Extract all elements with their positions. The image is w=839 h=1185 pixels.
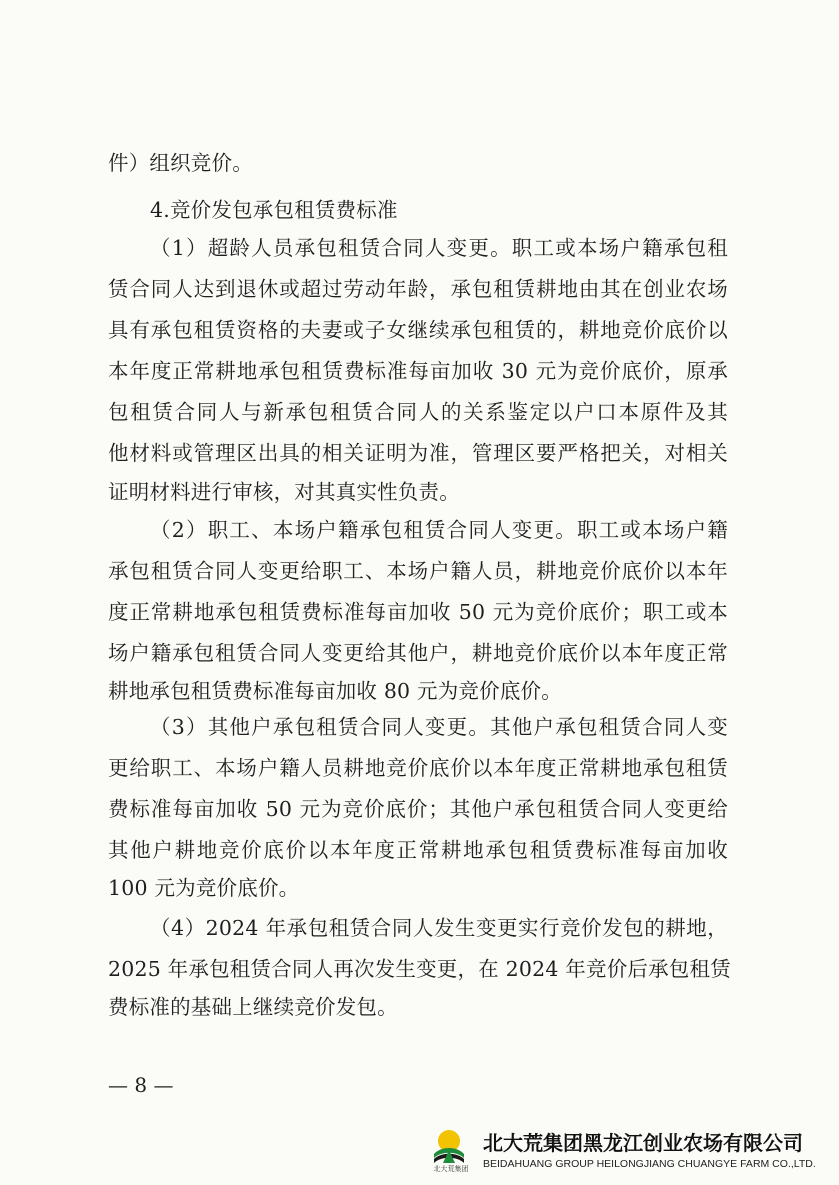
body-line: （4）2024 年承包租赁合同人发生变更实行竞价发包的耕地， (150, 916, 728, 940)
page-number: — 8 — (108, 1073, 174, 1097)
body-line: （3）其他户承包租赁合同人变更。其他户承包租赁合同人变 (150, 715, 728, 739)
body-line: （2）职工、本场户籍承包租赁合同人变更。职工或本场户籍 (150, 518, 728, 542)
company-footer (425, 1124, 830, 1176)
body-line: 费标准每亩加收 50 元为竞价底价；其他户承包租赁合同人变更给 (108, 797, 728, 821)
body-line: 具有承包租赁资格的夫妻或子女继续承包租赁的，耕地竞价底价以 (108, 318, 728, 342)
body-line: 100 元为竞价底价。 (108, 876, 300, 900)
body-line: 费标准的基础上继续竞价发包。 (108, 995, 398, 1019)
body-line: 耕地承包租赁费标准每亩加收 80 元为竞价底价。 (108, 679, 562, 703)
body-line: 证明材料进行审核，对其真实性负责。 (108, 480, 460, 504)
body-line: 度正常耕地承包租赁费标准每亩加收 50 元为竞价底价；职工或本 (108, 600, 728, 624)
body-line: 其他户耕地竞价底价以本年度正常耕地承包租赁费标准每亩加收 (108, 838, 728, 862)
logo-caption: 北大荒集团 (433, 1165, 469, 1173)
body-line: 本年度正常耕地承包租赁费标准每亩加收 30 元为竞价底价，原承 (108, 359, 728, 383)
section-heading: 4.竞价发包承包租赁费标准 (150, 198, 398, 222)
body-line: （1）超龄人员承包租赁合同人变更。职工或本场户籍承包租 (150, 236, 728, 260)
body-line: 包租赁合同人与新承包租赁合同人的关系鉴定以户口本原件及其 (108, 400, 728, 424)
body-line: 赁合同人达到退休或超过劳动年龄，承包租赁耕地由其在创业农场 (108, 277, 728, 301)
body-line: 件）组织竞价。 (108, 151, 253, 175)
body-line: 他材料或管理区出具的相关证明为准，管理区要严格把关，对相关 (108, 441, 728, 465)
body-line: 2025 年承包租赁合同人再次发生变更，在 2024 年竞价后承包租赁 (108, 957, 731, 981)
company-name-chinese: 北大荒集团黑龙江创业农场有限公司 (483, 1131, 803, 1155)
body-line: 场户籍承包租赁合同人变更给其他户，耕地竞价底价以本年度正常 (108, 641, 728, 665)
body-line: 更给职工、本场户籍人员耕地竞价底价以本年度正常耕地承包租赁 (108, 756, 728, 780)
company-name-english: BEIDAHUANG GROUP HEILONGJIANG CHUANGYE FARM CO.,LTD. (483, 1158, 816, 1170)
body-line: 承包租赁合同人变更给职工、本场户籍人员，耕地竞价底价以本年 (108, 559, 728, 583)
